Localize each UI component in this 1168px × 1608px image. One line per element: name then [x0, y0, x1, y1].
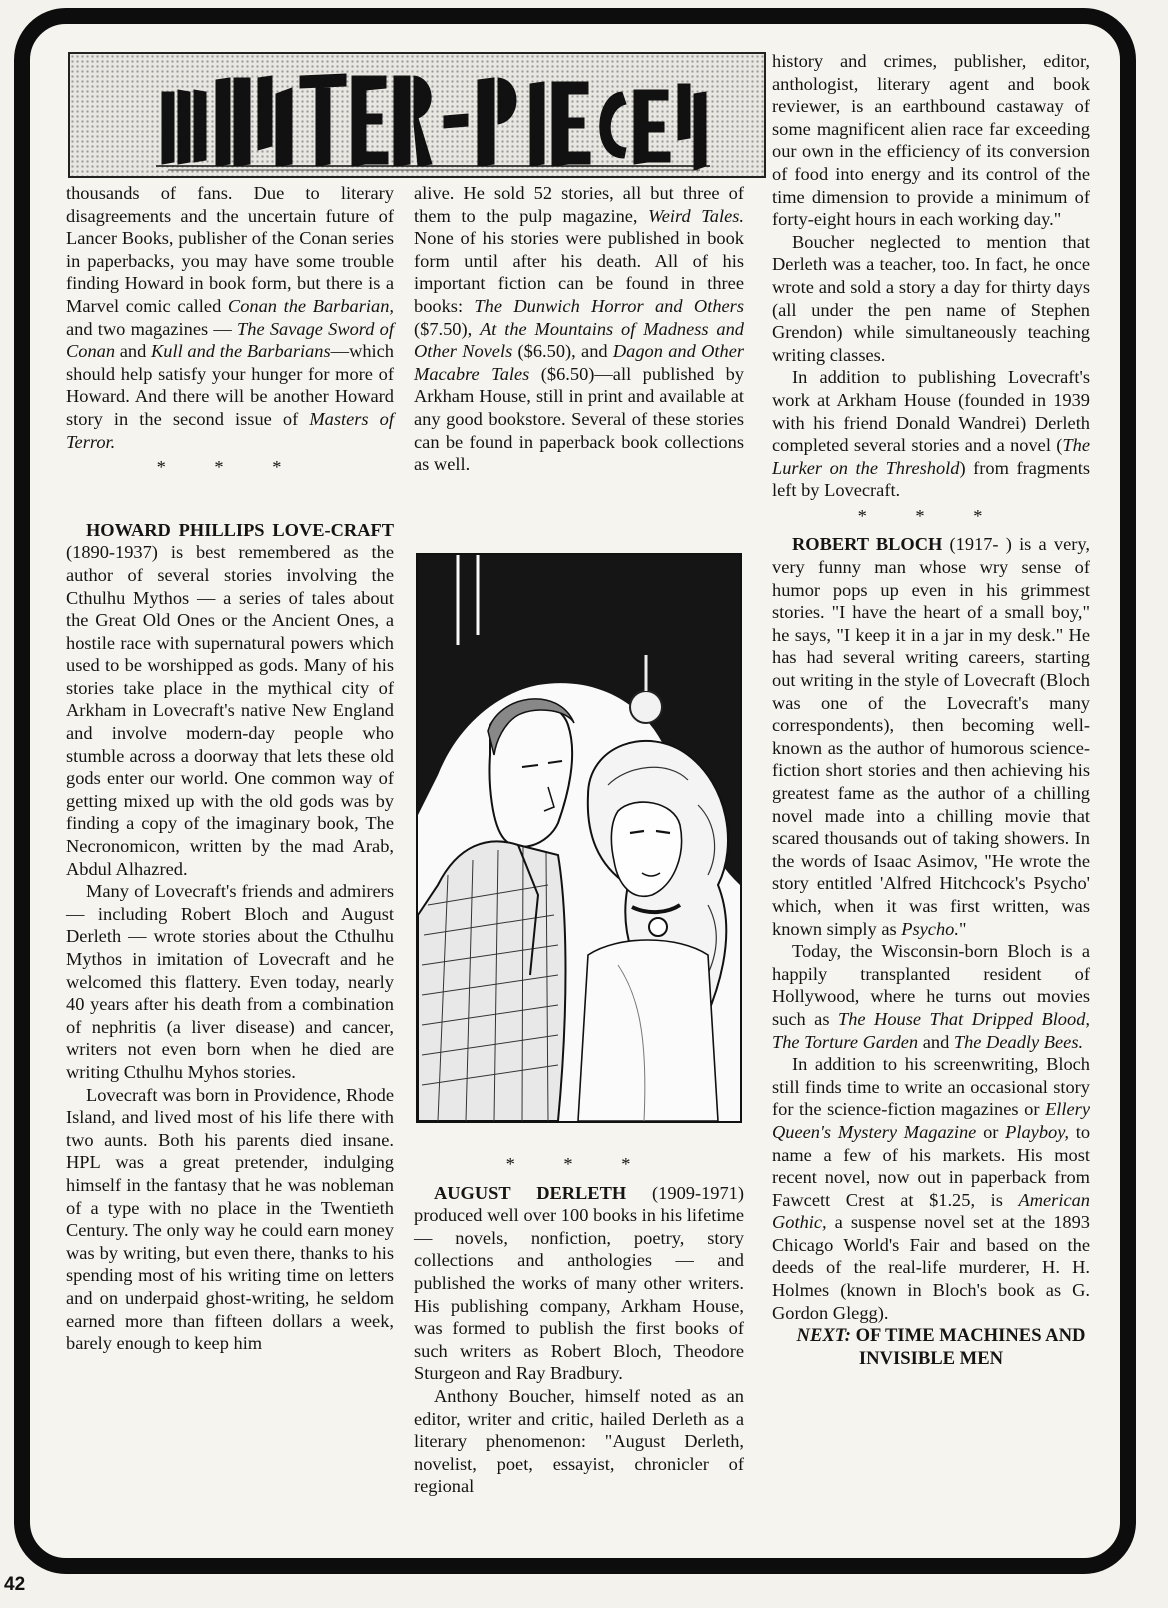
title-banner	[68, 52, 766, 178]
column-middle	[414, 182, 744, 476]
paragraph-boucher-quote-end: history and crimes, publisher, editor, anthologist, literary agent and book reviewer, is an earthbound castaway of some magnificent alien race far exceeding our own in the efficiency of its conversion of food into energy and its control of the time dimension to provide a minimum of forty-eight hours in each working day."	[772, 51, 1090, 230]
banner-title-lettering	[70, 54, 764, 176]
paragraph-derleth-teacher: Boucher neglected to mention that Derleth was a teacher, too. In fact, he once wrote and sold a story a day for thirty days (all under the pen name of Stephen Grendon) while simultaneously teaching writing classes.	[772, 231, 1090, 365]
paragraph-lovecraft-works: alive. He sold 52 stories, all but three of them to the pulp magazine, Weird Tales. None of his stories were published in book form until after his death. All of his important fiction can be found in three books: The Dunwich Horror and Others ($7.50), At the Mountains of Madness and Other Novels ($6.50), and Dagon and Other Macabre Tales ($6.50)—all published by Arkham House, still in print and available at any good bookstore. Several of these stories can be found in paperback book collections as well.	[414, 183, 745, 475]
column-left	[66, 182, 394, 1355]
paragraph-arkham-house: In addition to publishing Lovecraft's work at Arkham House (founded in 1939 with his friend Donald Wandrei) Derleth completed several stories and a novel (The Lurker on the Threshold) from fragments left by Lovecraft.	[772, 367, 1090, 501]
illustration-gentleman-and-lady	[416, 553, 742, 1123]
heading-bloch: ROBERT BLOCH	[792, 534, 943, 555]
page-number: 42	[4, 1574, 26, 1595]
section-separator: * * *	[857, 505, 1005, 526]
section-separator: * * *	[156, 457, 304, 478]
paragraph-bloch-screenwriting: In addition to his screenwriting, Bloch still finds time to write an occasional story for the science-fiction magazines or Ellery Queen's Mystery Magazine or Playboy, to name a few of his markets. His most recent novel, now out in paperback from Fawcett Crest at $1.25, is American Gothic, a suspense novel set at the 1893 Chicago World's Fair and based on the deeds of the real-life murderer, H. H. Holmes (known in Bloch's book as G. Gordon Glegg).	[772, 1054, 1091, 1323]
paragraph-howard-conclusion: thousands of fans. Due to literary disagreements and the uncertain future of Lancer Books, publisher of the Conan series in paperbacks, you may have some trouble finding Howard in book form, but there is a Marvel comic called Conan the Barbarian, and two magazines — The Savage Sword of Conan and Kull and the Barbarians—which should help satisfy your hunger for more of Howard. And there will be another Howard story in the second issue of Masters of Terror.	[66, 183, 395, 452]
paragraph-derleth-intro: AUGUST DERLETH (1909-1971) produced well over 100 books in his lifetime — novels, nonfiction, poetry, story collections and anthologies — and published the works of many other writers. His publishing company, Arkham House, was formed to publish the first books of such writers as Robert Bloch, Theodore Sturgeon and Ray Bradbury.	[414, 1182, 744, 1384]
paragraph-lovecraft-intro: HOWARD PHILLIPS LOVE-CRAFT (1890-1937) is best remembered as the author of several stories involving the Cthulhu Mythos — a series of tales about the Great Old Ones or the Ancient Ones, a hostile race with supernatural powers which used to be worshipped as gods. Many of his stories take place in the mythical city of Arkham in Lovecraft's native New England and involve modern-day people who stumble across a doorway that lets these old gods enter our world. One common way of getting mixed up with the old gods was by finding a copy of the imaginary book, The Necronomicon, written by the mad Arab, Abdul Alhazred.	[66, 519, 394, 879]
section-separator: * * *	[505, 1154, 653, 1174]
illustration-drawing	[418, 555, 740, 1121]
heading-derleth: AUGUST DERLETH	[434, 1182, 627, 1203]
paragraph-lovecraft-friends: Many of Lovecraft's friends and admirers — including Robert Bloch and August Derleth — wrote stories about the Cthulhu Mythos in imitation of Lovecraft and he welcomed this flattery. Even today, nearly 40 years after his death from a combination of nephritis (a liver disease) and cancer, writers not even born when he died are writing Cthulhu Myhos stories.	[66, 881, 394, 1082]
heading-lovecraft: HOWARD PHILLIPS LOVE-CRAFT	[86, 519, 394, 540]
paragraph-bloch-hollywood: Today, the Wisconsin-born Bloch is a happily transplanted resident of Hollywood, where he turns out movies such as The House That Dripped Blood, The Torture Garden and The Deadly Bees.	[772, 941, 1090, 1052]
next-issue-teaser: NEXT: OF TIME MACHINES AND INVISIBLE MEN	[796, 1325, 1086, 1370]
column-right	[772, 50, 1090, 1370]
paragraph-boucher-quote: Anthony Boucher, himself noted as an editor, writer and critic, hailed Derleth as a literary phenomenon: "August Derleth, novelist, poet, essayist, chronicler of regional	[414, 1385, 744, 1497]
paragraph-lovecraft-life: Lovecraft was born in Providence, Rhode Island, and lived most of his life there with two aunts. Both his parents died insane. HPL was a great pretender, indulging himself in the fantasy that he was nobleman of a type with no place in the Twentieth Century. The only way he could earn money was by writing, but even there, thanks to his spending most of his writing time on letters and on underpaid ghost-writing, he seldom earned more than fifteen dollars a week, barely enough to keep him	[66, 1084, 394, 1354]
paragraph-bloch-intro: ROBERT BLOCH (1917- ) is a very, very funny man whose wry sense of humor pops up even in his grimmest stories. "I have the heart of a small boy," he says, "I keep it in a jar in my desk." He has had several writing careers, starting out writing in the style of Lovecraft (Bloch was one of the Lovecraft's many correspondents), then becoming well-known as the author of humorous science-fiction short stories and then achieving his greatest fame as the author of a chilling novel made into a chilling movie that scared thousands out of taking showers. In the words of Isaac Asimov, "He wrote the story entitled 'Alfred Hitchcock's Psycho' which, when it was first written, was known simply as Psycho."	[772, 534, 1090, 939]
column-middle-bottom	[414, 1150, 744, 1498]
